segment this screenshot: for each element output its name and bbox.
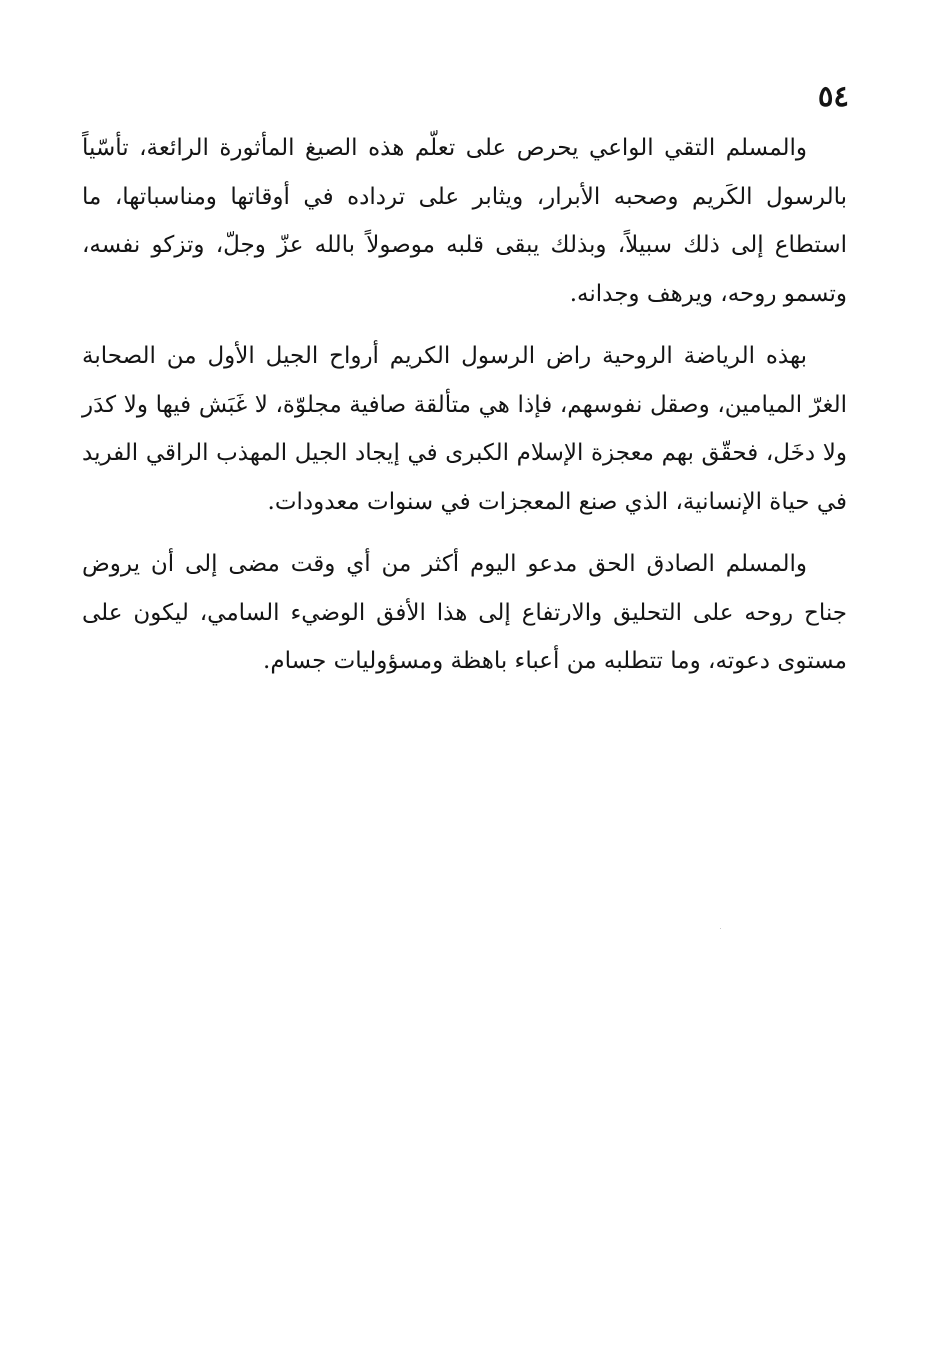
scan-speck (720, 928, 721, 929)
document-body (82, 124, 847, 686)
paragraph-3: والمسلم الصادق الحق مدعو اليوم أكثر من أي وقت مضى إلى أن يروض جناح روحه على التحليق والارتفاع إلى هذا الأفق الوضيء السامي، ليكون على مستوى دعوته، وما تتطلبه من أعباء باهظة ومسؤوليات جسام. (82, 551, 847, 674)
paragraph-2: بهذه الرياضة الروحية راض الرسول الكريم أرواح الجيل الأول من الصحابة الغرّ الميامين، وصقل نفوسهم، فإذا هي متألقة صافية مجلوّة، لا غَبَش فيها ولا كدَر ولا دخَل، فحقّق بهم معجزة الإسلام الكبرى في إيجاد الجيل المهذب الراقي الفريد في حياة الإنسانية، الذي صنع المعجزات في سنوات معدودات. (82, 343, 847, 515)
page-number: ٥٤ (817, 79, 849, 113)
paragraph-1: والمسلم التقي الواعي يحرص على تعلّم هذه الصيغ المأثورة الرائعة، تأسّياً بالرسول الكَريم وصحبه الأبرار، ويثابر على ترداده في أوقاتها ومناسباتها، ما استطاع إلى ذلك سبيلاً، وبذلك يبقى قلبه موصولاً بالله عزّ وجلّ، وتزكو نفسه، وتسمو روحه، ويرهف وجدانه. (82, 135, 847, 307)
